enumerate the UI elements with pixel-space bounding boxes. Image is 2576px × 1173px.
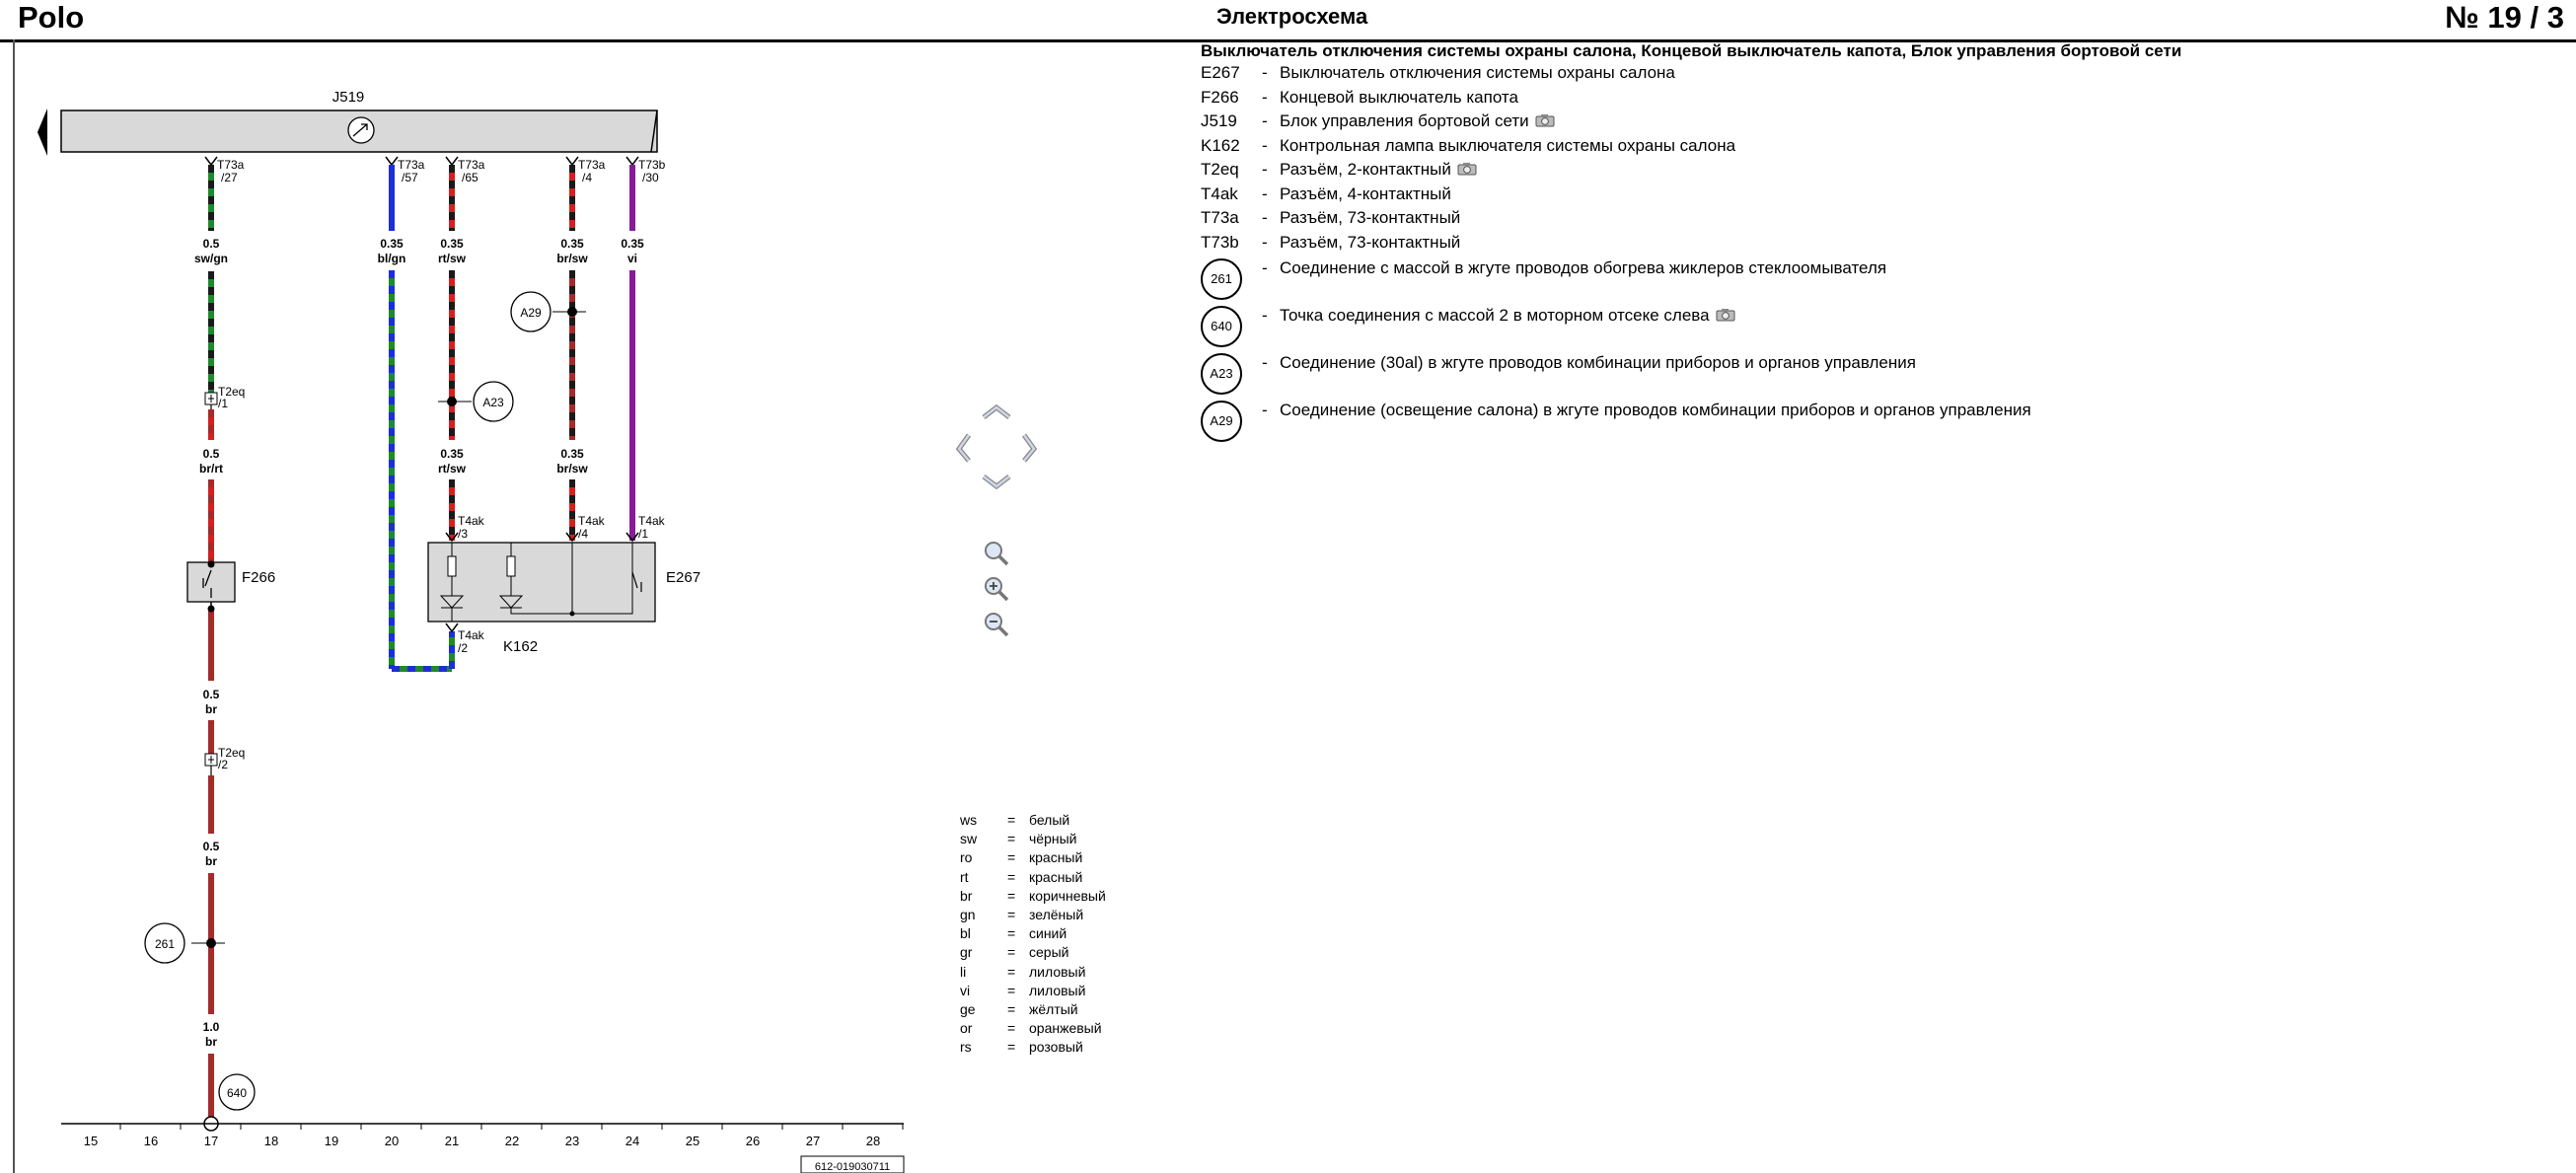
wire-w7-color: rt/sw [437,462,467,476]
legend-dash: - [1262,306,1268,325]
color-name: белый [1029,812,1070,828]
grid-label: 25 [685,1134,700,1148]
color-name: красный [1029,868,1083,885]
color-eq: = [1007,1000,1016,1017]
grid-label: 22 [504,1134,520,1148]
wire-w11-color: br [205,1035,217,1049]
component-row [1201,160,2562,184]
svg-text:A29: A29 [520,306,542,320]
wiring-diagram [0,0,987,1173]
color-name: красный [1029,849,1083,866]
color-code: ws [960,812,978,828]
color-eq: = [1007,906,1016,922]
wire-w9-size: 0.5 [202,688,220,701]
grid-label: 19 [324,1134,339,1148]
color-name: розовый [1029,1039,1083,1056]
zoom-in-icon[interactable] [986,578,1007,600]
svg-text:E267: E267 [666,569,701,586]
pan-down-icon[interactable] [984,477,1009,486]
color-code: gr [960,944,973,961]
wire-w3-size: 0.35 [440,237,464,251]
svg-text:/1: /1 [218,397,229,410]
zoom-out-icon[interactable] [986,614,1007,635]
component-desc: Разъём, 2-контактный [1280,160,1477,180]
color-name: лиловый [1029,982,1086,998]
color-name: лиловый [1029,963,1086,980]
connection-desc: Точка соединения с массой 2 в моторном отсеке слева [1280,306,1735,326]
svg-text:/65: /65 [462,171,478,184]
grid-label: 24 [625,1134,640,1148]
color-code: vi [960,982,971,998]
pan-right-icon[interactable] [1024,435,1034,461]
svg-text:/57: /57 [402,171,418,184]
pan-up-icon[interactable] [984,407,1009,417]
color-eq: = [1007,944,1016,961]
wire-w1-size: 0.5 [202,237,220,251]
svg-text:T4ak: T4ak [578,514,605,528]
svg-text:T4ak: T4ak [458,514,484,528]
color-eq: = [1007,1039,1016,1056]
ground-symbol-icon [348,117,374,143]
color-name: коричневый [1029,887,1106,904]
connection-list [1201,257,2562,446]
model-title: Polo [18,0,85,35]
grid-label: 27 [805,1134,821,1148]
color-code: ge [960,1000,976,1017]
wire-w2-color: bl/gn [377,252,406,265]
pan-left-icon[interactable] [959,435,969,461]
component-code: T4ak [1201,183,1238,203]
connection-row [1201,399,2562,446]
color-eq: = [1007,887,1016,904]
component-code: J519 [1201,111,1237,130]
svg-text:A23: A23 [482,396,504,409]
component-row [1201,88,2562,112]
svg-text:T73a: T73a [217,158,245,172]
grid-label: 15 [83,1134,99,1148]
legend-dash: - [1262,183,1268,203]
wire-w4-size: 0.35 [560,237,584,251]
camera-icon[interactable] [1535,113,1555,127]
component-desc: Разъём, 73-контактный [1280,208,1461,227]
wire-w9-color: br [205,702,217,716]
connection-code: A23 [1201,353,1242,395]
camera-icon[interactable] [1457,162,1477,176]
wire-w8-color: br/sw [556,462,588,476]
color-name: чёрный [1029,831,1077,847]
color-name: серый [1029,944,1069,961]
wire-w8-size: 0.35 [560,447,584,461]
svg-text:/4: /4 [578,527,589,541]
component-desc: Выключатель отключения системы охраны салона [1280,63,1675,82]
color-code: ro [960,849,973,866]
component-row [1201,63,2562,88]
color-eq: = [1007,831,1016,847]
component-desc: Разъём, 4-контактный [1280,183,1451,203]
connection-desc: Соединение (освещение салона) в жгуте проводов комбинации приборов и органов управления [1280,401,2031,419]
svg-text:T2eq: T2eq [218,746,246,760]
svg-text:/1: /1 [638,527,649,541]
color-eq: = [1007,868,1016,885]
wire-w1-color: sw/gn [193,252,229,265]
label-k162: K162 [503,638,539,655]
svg-text:T73a: T73a [578,158,606,172]
section-title: Электросхема [1216,4,1368,29]
wire-w3-color: rt/sw [437,252,467,265]
connection-code: 261 [1201,258,1242,300]
color-eq: = [1007,812,1016,828]
grid-label: 16 [143,1134,159,1148]
color-code: sw [960,831,978,847]
wire-w6-size: 0.5 [202,447,220,461]
component-row [1201,184,2562,209]
wire-w6-color: br/rt [199,462,223,476]
switch-f266 [187,561,275,613]
legend-dash: - [1262,258,1268,277]
svg-text:T73a: T73a [458,158,485,172]
svg-text:/2: /2 [458,641,469,655]
grid-label: 18 [263,1134,279,1148]
color-name: синий [1029,925,1067,942]
wire-w7-size: 0.35 [440,447,464,461]
component-desc: Концевой выключатель капота [1280,87,1518,107]
component-row [1201,111,2562,136]
svg-text:/4: /4 [582,171,593,184]
svg-text:/30: /30 [642,171,659,184]
component-legend [1201,41,2562,446]
svg-text:T4ak: T4ak [458,628,484,642]
legend-dash: - [1262,135,1268,155]
component-code: T2eq [1201,160,1239,179]
wire-w10-color: br [205,854,217,868]
color-eq: = [1007,925,1016,942]
svg-text:T2eq: T2eq [218,385,246,399]
wire-w11-size: 1.0 [202,1020,220,1034]
connection-row [1201,257,2562,304]
switch-e267 [428,543,700,622]
svg-text:/3: /3 [458,527,469,541]
grid-label: 17 [203,1134,219,1148]
legend-dash: - [1262,232,1268,252]
legend-dash: - [1262,160,1268,179]
svg-text:/2: /2 [218,758,229,771]
color-name: оранжевый [1029,1020,1102,1037]
legend-dash: - [1262,111,1268,130]
page-number: № 19 / 3 [2445,0,2564,35]
svg-text:T73a: T73a [398,158,425,172]
component-code: E267 [1201,63,1240,82]
component-code: F266 [1201,87,1239,107]
svg-text:T73b: T73b [638,158,666,172]
collapse-arrow-icon[interactable] [37,109,47,156]
svg-text:/27: /27 [221,171,238,184]
svg-text:T4ak: T4ak [638,514,665,528]
component-row [1201,136,2562,161]
connection-desc: Соединение с массой в жгуте проводов обогрева жиклеров стеклоомывателя [1280,258,1887,277]
component-row [1201,208,2562,233]
wire-w5-color: vi [626,252,638,265]
legend-dash: - [1262,208,1268,227]
color-code: br [960,887,973,904]
color-eq: = [1007,982,1016,998]
color-name: жёлтый [1029,1000,1078,1017]
grid-label: 26 [745,1134,761,1148]
document-id: 612-019030711 [814,1161,891,1173]
color-code: rt [960,868,969,885]
wire-w2-size: 0.35 [380,237,404,251]
component-code: T73a [1201,208,1239,227]
connection-row [1201,304,2562,351]
component-code: K162 [1201,135,1240,155]
color-code: rs [960,1039,972,1056]
color-code: bl [960,925,971,942]
control-unit-label: J519 [331,89,365,106]
grid-label: 20 [384,1134,400,1148]
legend-dash: - [1262,87,1268,107]
color-code: gn [960,906,976,922]
legend-dash: - [1262,353,1268,372]
wire-w5-size: 0.35 [621,237,644,251]
component-code: T73b [1201,232,1239,252]
grid-label: 23 [564,1134,580,1148]
svg-text:261: 261 [154,937,176,951]
color-code: li [960,963,967,980]
grid-label: 28 [865,1134,881,1148]
color-eq: = [1007,849,1016,866]
component-list [1201,63,2562,257]
component-desc: Контрольная лампа выключателя системы охраны салона [1280,135,1736,155]
legend-title: Выключатель отключения системы охраны салона, Концевой выключатель капота, Блок управления бортовой сети [1201,41,2182,60]
camera-icon[interactable] [1716,308,1735,322]
legend-dash: - [1262,63,1268,82]
connection-code: 640 [1201,306,1242,347]
navigation-controls [947,400,1046,646]
connection-desc: Соединение (30al) в жгуте проводов комбинации приборов и органов управления [1280,353,1916,372]
color-name: зелёный [1029,906,1084,922]
color-code: or [960,1020,973,1037]
grid-label: 21 [444,1134,460,1148]
svg-text:640: 640 [226,1086,248,1100]
component-desc: Блок управления бортовой сети [1280,111,1555,131]
component-desc: Разъём, 73-контактный [1280,232,1461,252]
color-eq: = [1007,1020,1016,1037]
connection-code: A29 [1201,401,1242,442]
component-row [1201,233,2562,257]
zoom-fit-icon[interactable] [986,543,1007,564]
color-eq: = [1007,963,1016,980]
wire-w10-size: 0.5 [202,840,220,853]
legend-dash: - [1262,401,1268,419]
connection-row [1201,351,2562,399]
svg-text:F266: F266 [242,569,276,586]
wire-w4-color: br/sw [556,252,588,265]
